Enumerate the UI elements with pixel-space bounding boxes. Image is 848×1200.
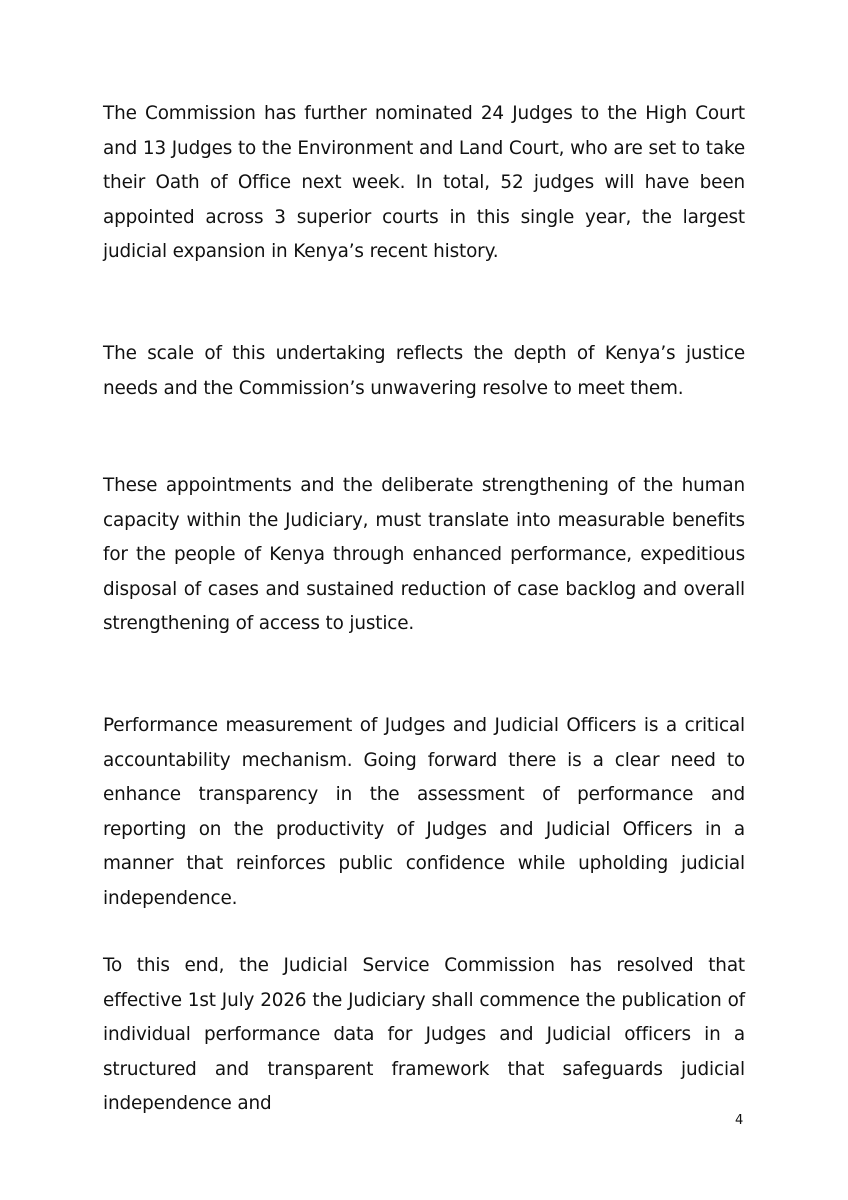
- paragraph-judicial-nominations: The Commission has further nominated 24 Judges to the High Court and 13 Judges to the Environment and Land Court, who are set to take their Oath of Office next week. In total, 52 judges will have been appointed across 3 superior courts in this single year, the largest judicial expansion in Kenya’s recent history.: [103, 103, 745, 263]
- paragraph-performance-measurement: Performance measurement of Judges and Judicial Officers is a critical accountability mechanism. Going forward there is a clear need to enhance transparency in the assessment of performance and reporting on the productivity of Judges and Judicial Officers in a manner that reinforces public confidence while upholding judicial independence.: [103, 715, 745, 909]
- page-number: 4: [735, 1113, 744, 1128]
- paragraph-scale-of-undertaking: The scale of this undertaking reflects the depth of Kenya’s justice needs and the Commission’s unwavering resolve to meet them.: [103, 343, 745, 399]
- paragraph-appointments-benefits: These appointments and the deliberate strengthening of the human capacity within the Judiciary, must translate into measurable benefits for the people of Kenya through enhanced performance, expeditious disposal of cases and sustained reduction of case backlog and overall strengthening of access to justice.: [103, 475, 745, 635]
- paragraph-publication-resolution: To this end, the Judicial Service Commission has resolved that effective 1st July 2026 the Judiciary shall commence the publication of individual performance data for Judges and Judicial officers in a structured and transparent framework that safeguards judicial independence and: [103, 955, 745, 1115]
